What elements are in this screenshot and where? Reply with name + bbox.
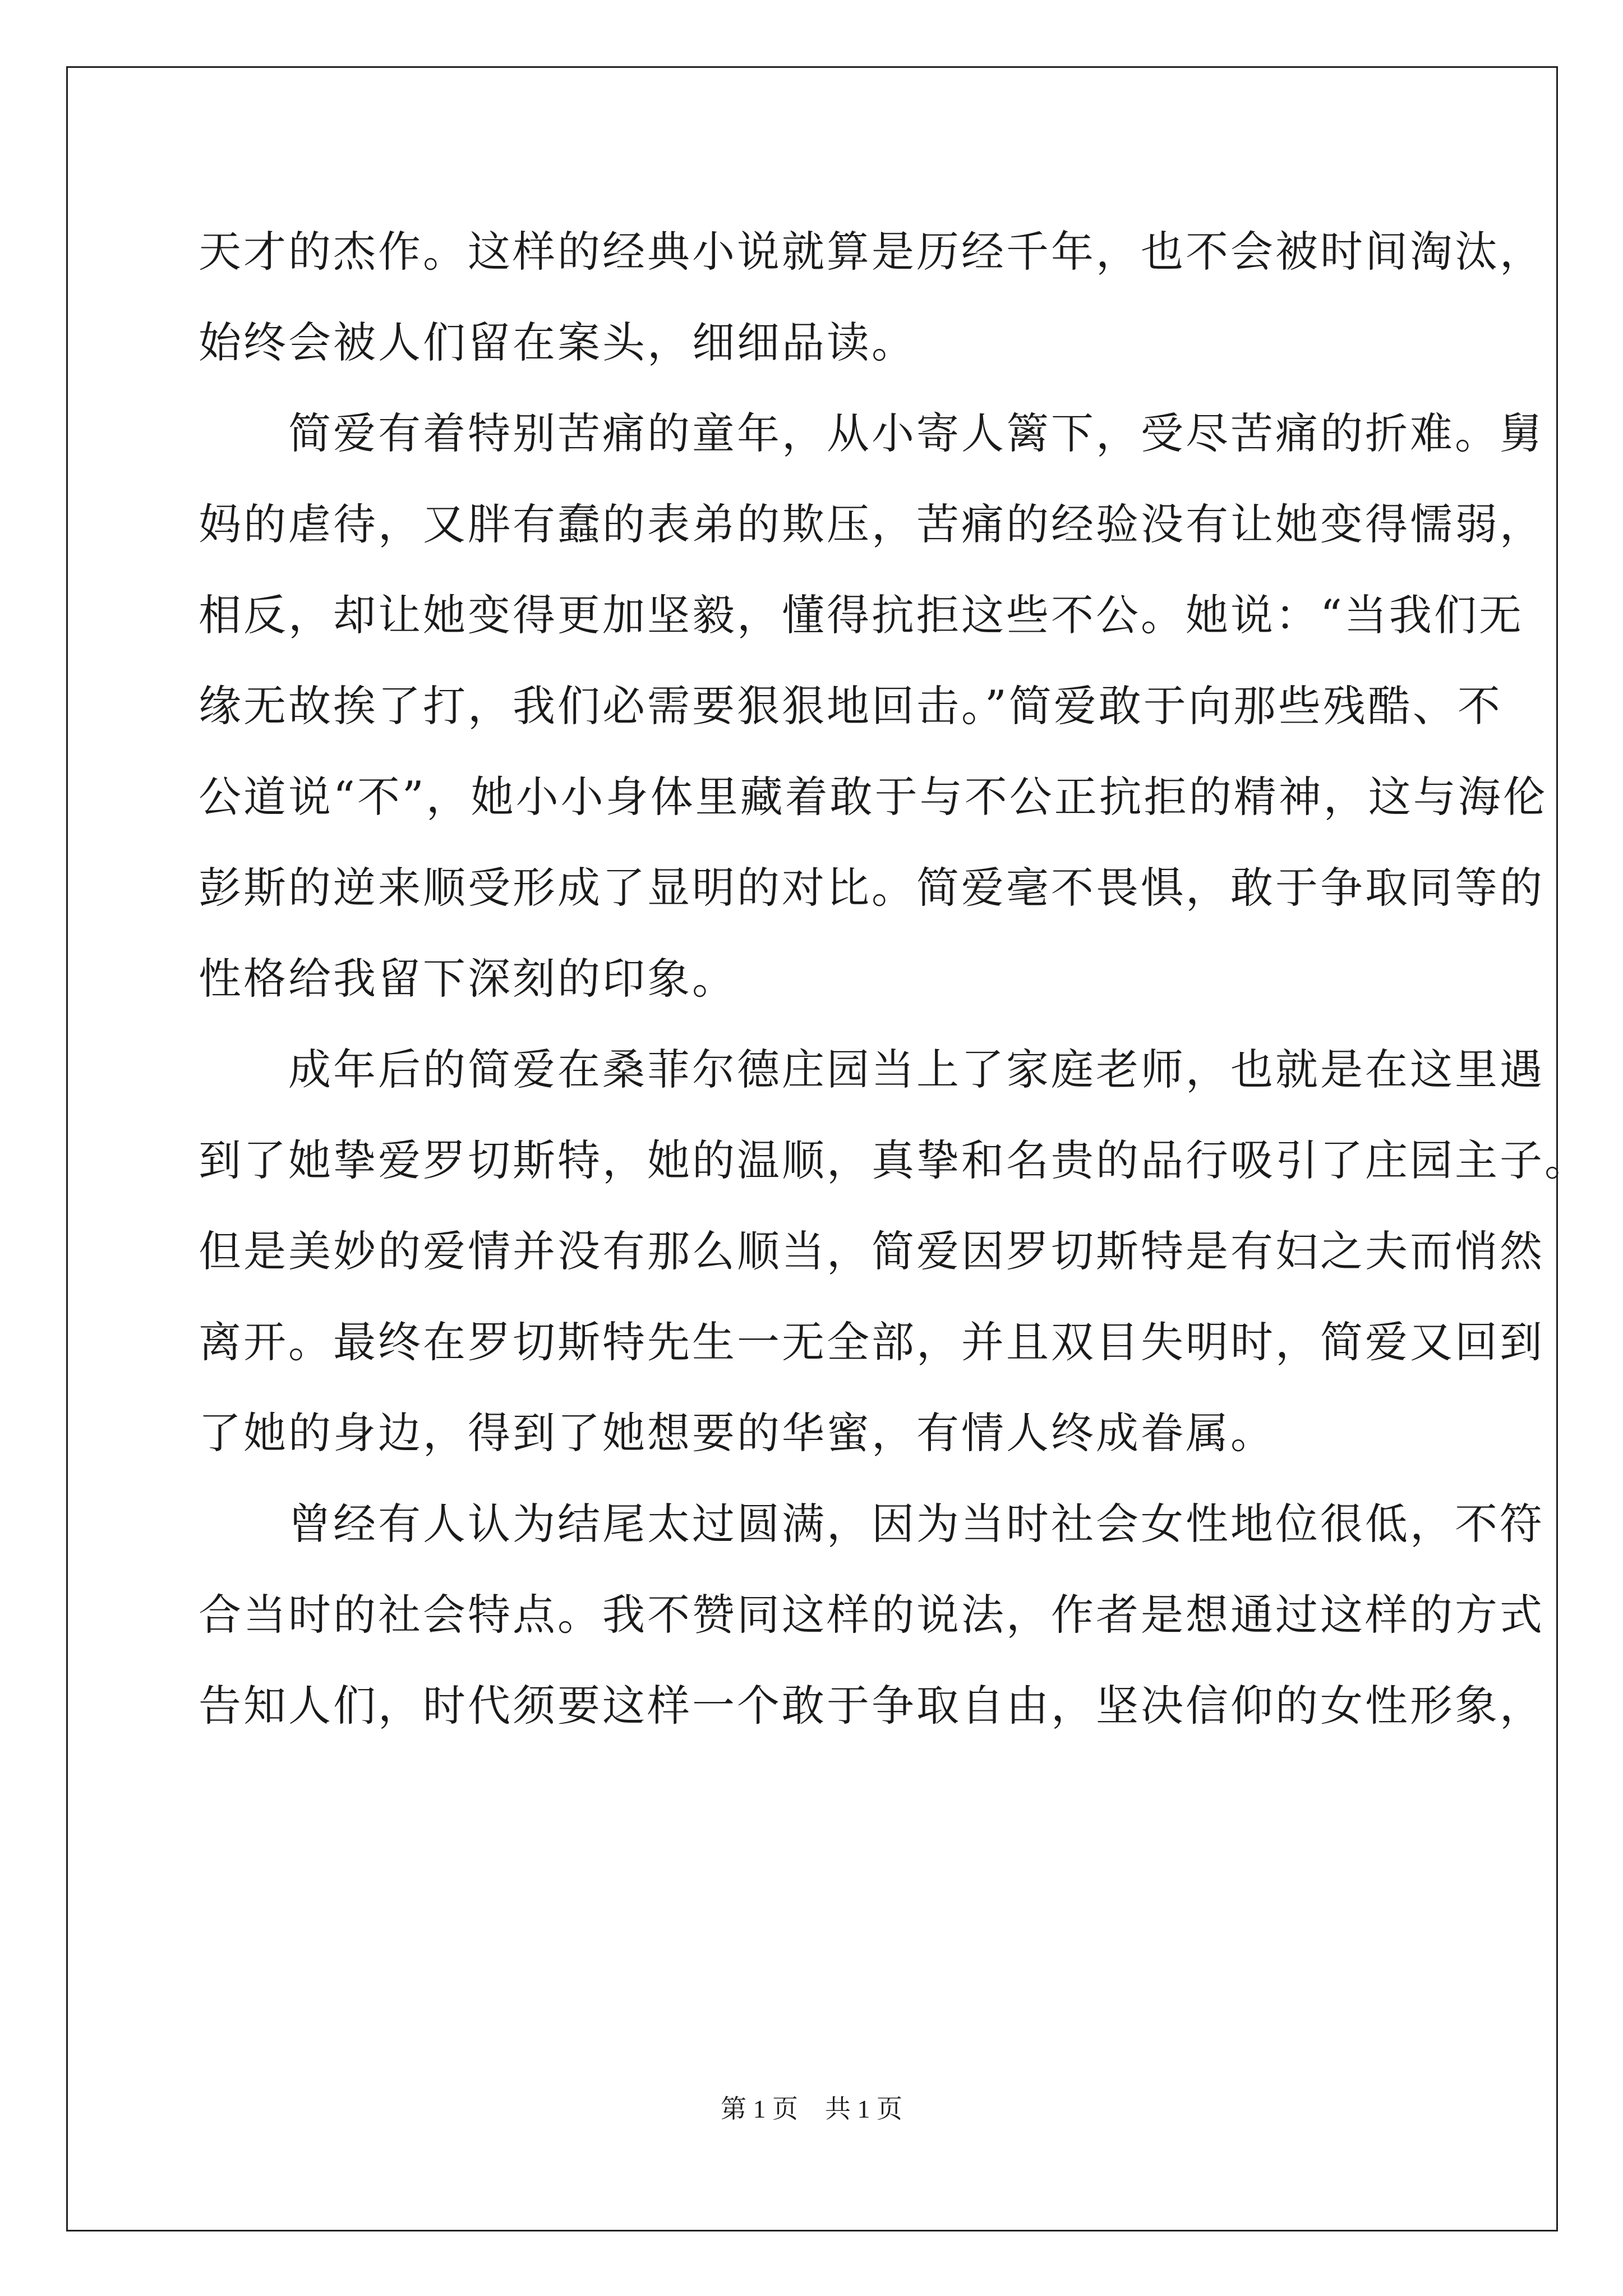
text-line: 了她的身边，得到了她想要的华蜜，有情人终成眷属。	[199, 1408, 1275, 1458]
page-total: 共 1 页	[825, 2095, 902, 2123]
text-line: 相反，却让她变得更加坚毅，懂得抗拒这些不公。她说：“当我们无	[199, 590, 1524, 640]
text-line: 成年后的简爱在桑菲尔德庄园当上了家庭老师，也就是在这里遇	[288, 1045, 1544, 1094]
text-line: 彭斯的逆来顺受形成了显明的对比。简爱毫不畏惧，敢于争取同等的	[199, 863, 1544, 913]
text-line: 妈的虐待，又胖有蠢的表弟的欺压，苦痛的经验没有让她变得懦弱，	[199, 499, 1544, 549]
text-line: 到了她挚爱罗切斯特，她的温顺，真挚和名贵的品行吸引了庄园主子。	[199, 1135, 1589, 1185]
text-line: 天才的杰作。这样的经典小说就算是历经千年，也不会被时间淘汰，	[199, 227, 1544, 277]
text-line: 曾经有人认为结尾太过圆满，因为当时社会女性地位很低，不符	[288, 1499, 1544, 1549]
text-line: 离开。最终在罗切斯特先生一无全部，并且双目失明时，简爱又回到	[199, 1317, 1544, 1367]
text-line: 缘无故挨了打，我们必需要狠狠地回击。”简爱敢于向那些残酷、不	[199, 681, 1502, 731]
text-line: 公道说“不”，她小小身体里藏着敢于与不公正抗拒的精神，这与海伦	[199, 772, 1548, 822]
page-footer	[0, 2092, 1623, 2126]
text-line: 性格给我留下深刻的印象。	[199, 954, 737, 1004]
text-line: 简爱有着特别苦痛的童年，从小寄人篱下，受尽苦痛的折难。舅	[288, 408, 1544, 458]
text-line: 但是美妙的爱情并没有那么顺当，简爱因罗切斯特是有妇之夫而悄然	[199, 1226, 1544, 1276]
text-line: 合当时的社会特点。我不赞同这样的说法，作者是想通过这样的方式	[199, 1590, 1544, 1640]
page-number: 第 1 页	[721, 2095, 798, 2123]
document-body	[199, 206, 1589, 1751]
text-line: 始终会被人们留在案头，细细品读。	[199, 318, 916, 367]
text-line: 告知人们，时代须要这样一个敢于争取自由，坚决信仰的女性形象，	[199, 1681, 1544, 1731]
